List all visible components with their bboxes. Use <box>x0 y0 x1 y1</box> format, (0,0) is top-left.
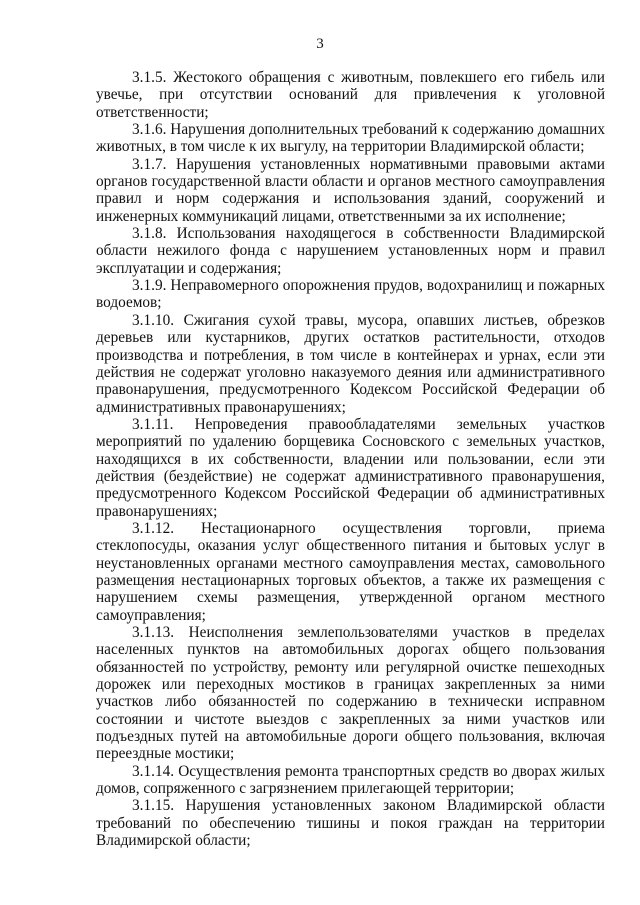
paragraph-3-1-9: 3.1.9. Неправомерного опорожнения прудов, водохранилищ и пожарных водоемов; <box>96 277 605 312</box>
paragraph-3-1-5: 3.1.5. Жестокого обращения с животным, повлекшего его гибель или увечье, при отсутствии оснований для привлечения к уголовной ответственности; <box>96 69 605 121</box>
paragraph-3-1-14: 3.1.14. Осуществления ремонта транспортных средств во дворах жилых домов, сопряженного с загрязнением прилегающей территории; <box>96 762 605 798</box>
paragraph-3-1-15: 3.1.15. Нарушения установленных законом Владимирской области требований по обеспечению тишины и покоя граждан на территории Владимирской области; <box>96 797 605 850</box>
paragraph-3-1-8: 3.1.8. Использования находящегося в собственности Владимирской области нежилого фонда с нарушением установленных норм и правил эксплуатации и содержания; <box>96 225 605 277</box>
paragraph-3-1-13: 3.1.13. Неисполнения землепользователями участков в пределах населенных пунктов на автомобильных дорогах общего пользования обязанностей по устройству, ремонту или регулярной очистке пешеходных дорожек или переходных мостиков в границах закрепленных за ними участков либо обязанностей по содержанию в технически исправном состоянии и чистоте выездов с закрепленных за ними участков или подъездных путей на автомобильные дороги общего пользования, включая переездные мостики; <box>96 624 605 763</box>
paragraph-3-1-6: 3.1.6. Нарушения дополнительных требований к содержанию домашних животных, в том числе к их выгулу, на территории Владимирской области; <box>96 121 605 156</box>
paragraph-3-1-7: 3.1.7. Нарушения установленных нормативными правовыми актами органов государственной власти области и органов местного самоуправления правил и норм содержания и использования зданий, сооружений и инженерных коммуникаций лицами, ответственными за их исполнение; <box>96 155 605 225</box>
paragraph-3-1-11: 3.1.11. Непроведения правообладателями земельных участков мероприятий по удалению борщевика Сосновского с земельных участков, находящихся в их собственности, владении или пользовании, если эти действия (бездействие) не содержат административного правонарушения, предусмотренного Кодексом Российской Федерации об административных правонарушениях; <box>96 415 605 520</box>
page-number: 3 <box>316 36 324 52</box>
document-body <box>96 69 605 849</box>
paragraph-3-1-10: 3.1.10. Сжигания сухой травы, мусора, опавших листьев, обрезков деревьев или кустарников, других остатков растительности, отходов производства и потребления, в том числе в контейнерах и урнах, если эти действия не содержат уголовно наказуемого деяния или административного правонарушения, предусмотренного Кодексом Российской Федерации об административных правонарушениях; <box>96 311 605 416</box>
paragraph-3-1-12: 3.1.12. Нестационарного осуществления торговли, приема стеклопосуды, оказания услуг общественного питания и бытовых услуг в неустановленных органами местного самоуправления местах, самовольного размещения нестационарных торговых объектов, а также их размещения с нарушением схемы размещения, утвержденной органом местного самоуправления; <box>96 519 605 624</box>
